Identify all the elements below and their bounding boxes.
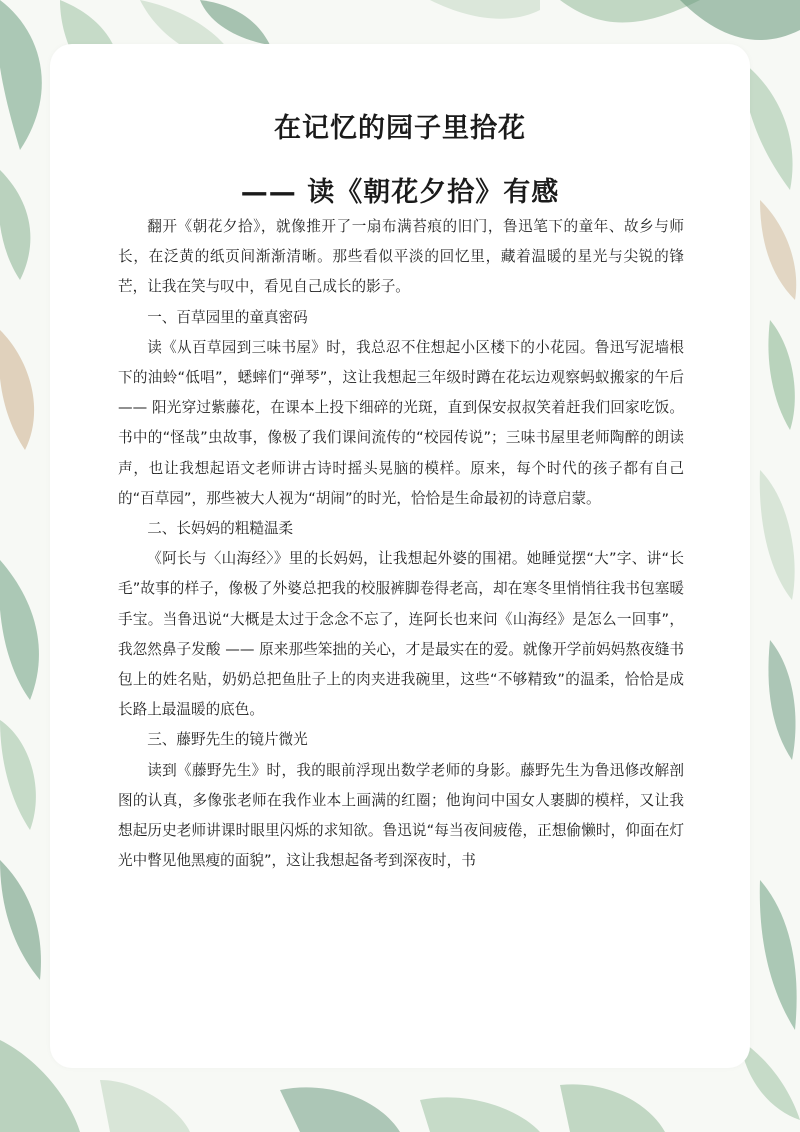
page-subtitle: —— 读《朝花夕拾》有感 (240, 177, 560, 208)
paragraph: 《阿长与〈山海经〉》里的长妈妈，让我想起外婆的围裙。她睡觉摆“大”字、讲“长毛”故事的样子，像极了外婆总把我的校服裤脚卷得老高，却在寒冬里悄悄往我书包塞暖手宝。当鲁迅说“大概是太过于念念不忘了，连阿长也来问《山海经》是怎么一回事”，我忽然鼻子发酸 —— 原来那些笨拙的关心，才是最实在的爱。就像开学前妈妈熬夜缝书包上的姓名贴，奶奶总把鱼肚子上的肉夹进我碗里，这些“不够精致”的温柔，恰恰是成长路上最温暖的底色。 (118, 550, 684, 719)
section-heading: 三、藤野先生的镜片微光 (147, 731, 308, 749)
page-title: 在记忆的园子里拾花 (274, 113, 526, 144)
leaf-icon (0, 330, 41, 980)
article-body (118, 212, 684, 876)
paragraph: 读到《藤野先生》时，我的眼前浮现出数学老师的身影。藤野先生为鲁迅修改解剖图的认真，多像张老师在我作业本上画满的红圈；他询问中国女人裹脚的模样，又让我想起历史老师讲课时眼里闪烁的求知欲。鲁迅说“每当夜间疲倦，正想偷懒时，仰面在灯光中瞥见他黑瘦的面貌”，这让我想起备考到深夜时，书 (118, 761, 684, 870)
paragraph-intro: 翻开《朝花夕拾》，就像推开了一扇布满苔痕的旧门，鲁迅笔下的童年、故乡与师长，在泛黄的纸页间渐渐清晰。那些看似平淡的回忆里，藏着温暖的星光与尖锐的锋芒，让我在笑与叹中，看见自己成长的影子。 (118, 218, 684, 296)
paragraph: 读《从百草园到三味书屋》时，我总忍不住想起小区楼下的小花园。鲁迅写泥墙根下的油蛉“低唱”，蟋蟀们“弹琴”，这让我想起三年级时蹲在花坛边观察蚂蚁搬家的午后 —— 阳光穿过紫藤花，在课本上投下细碎的光斑，直到保安叔叔笑着赶我们回家吃饭。书中的“怪哉”虫故事，像极了我们课间流传的“校园传说”；三味书屋里老师陶醉的朗读声，也让我想起语文老师讲古诗时摇头晃脑的模样。原来，每个时代的孩子都有自己的“百草园”，那些被大人视为“胡闹”的时光，恰恰是生命最初的诗意启蒙。 (118, 338, 684, 507)
section-heading: 一、百草园里的童真密码 (147, 308, 308, 326)
section-heading: 二、长妈妈的粗糙温柔 (147, 520, 294, 538)
